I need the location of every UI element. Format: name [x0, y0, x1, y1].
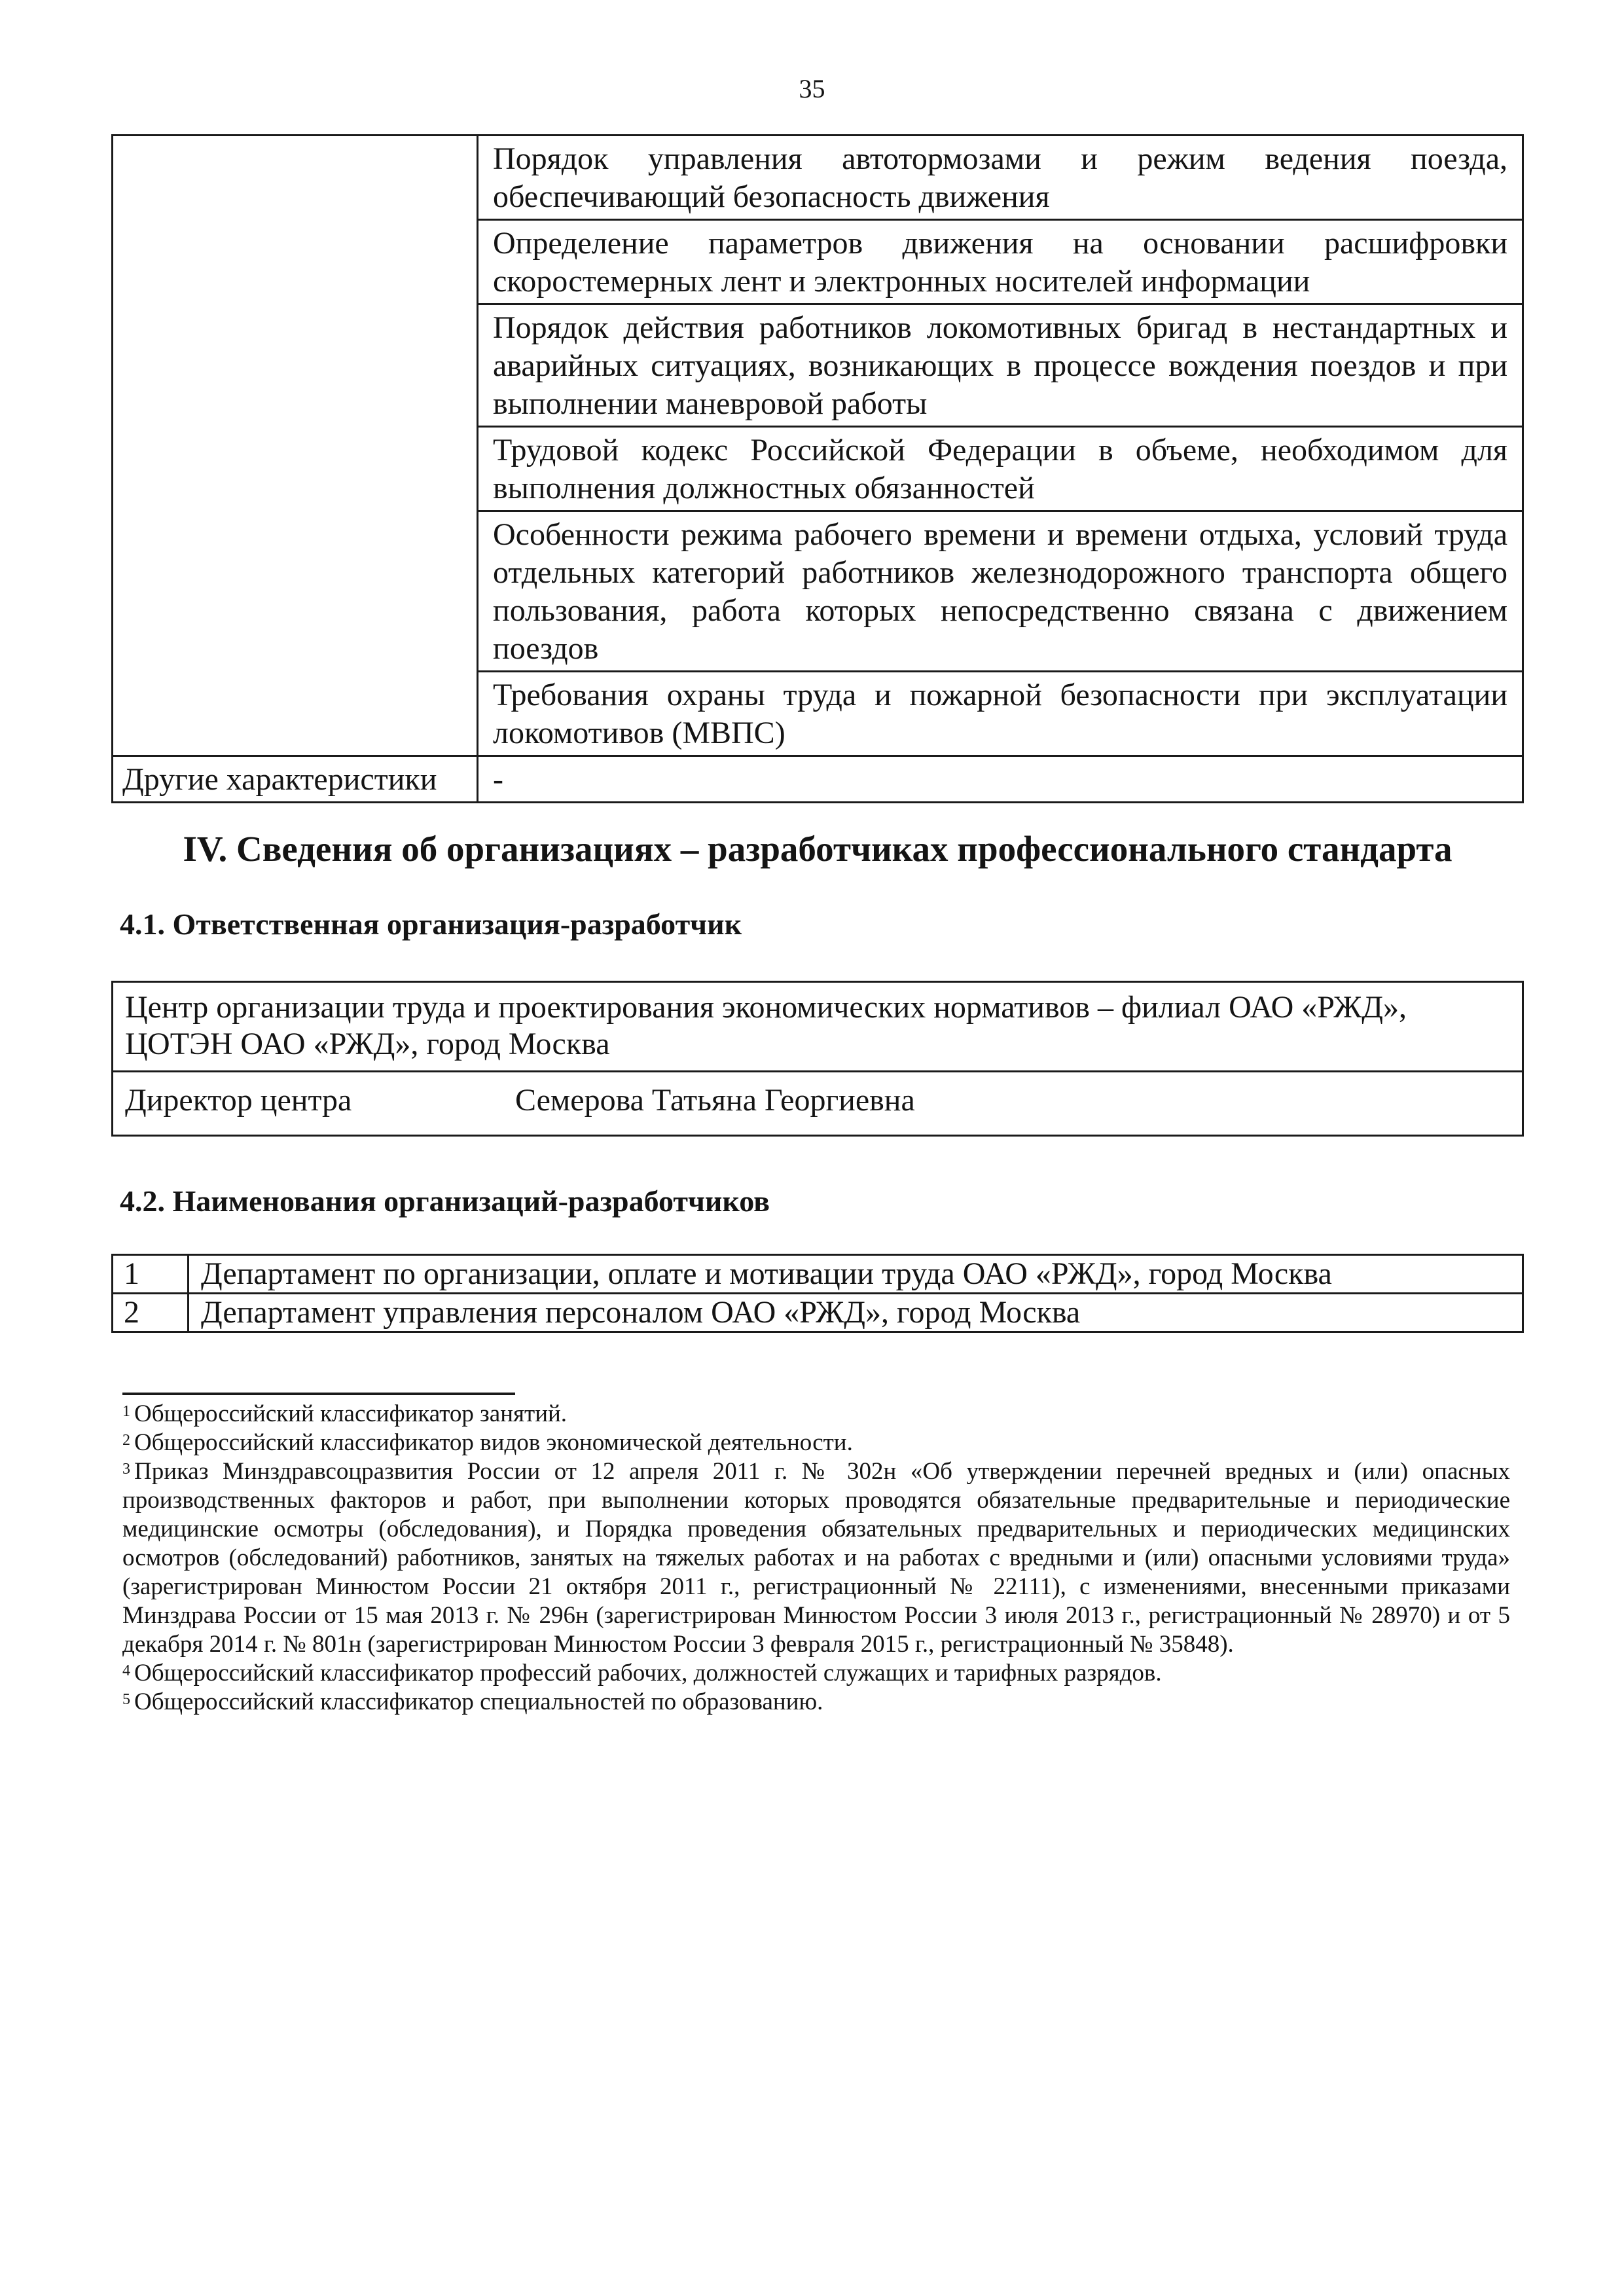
organization-name: Департамент по организации, оплате и мотивации труда ОАО «РЖД», город Москва — [189, 1255, 1523, 1294]
responsible-organization-box — [111, 981, 1524, 1137]
knowledge-item: Порядок управления автотормозами и режим ведения поезда, обеспечивающий безопасность движения — [478, 136, 1523, 220]
table-row — [113, 1294, 1523, 1332]
table-row — [113, 136, 1523, 220]
footnote — [122, 1400, 1510, 1429]
page-number: 35 — [799, 74, 825, 103]
footnote — [122, 1659, 1510, 1688]
footnote-text: Общероссийский классификатор специальностей по образованию. — [134, 1688, 823, 1715]
other-characteristics-label: Другие характеристики — [113, 756, 478, 803]
footnote-text: Общероссийский классификатор видов экономической деятельности. — [134, 1429, 853, 1456]
knowledge-item: Порядок действия работников локомотивных бригад в нестандартных и аварийных ситуациях, возникающих в процессе вождения поездов и при выполнении маневровой работы — [478, 304, 1523, 427]
footnote-marker: 3 — [122, 1461, 130, 1478]
section-iv-title: IV. Сведения об организациях – разработчиках профессионального стандарта — [183, 829, 1453, 869]
knowledge-item: Особенности режима рабочего времени и времени отдыха, условий труда отдельных категорий работников железнодорожного транспорта общего пользования, работа которых непосредственно связана с движением поездов — [478, 511, 1523, 672]
footnote-marker: 5 — [122, 1691, 130, 1708]
row-number: 1 — [113, 1255, 189, 1294]
footnotes — [122, 1400, 1510, 1717]
footnote-marker: 4 — [122, 1662, 130, 1679]
merged-empty-cell — [113, 136, 478, 756]
developers-table — [111, 1254, 1524, 1333]
footnote-separator — [122, 1393, 515, 1395]
table-row — [113, 1255, 1523, 1294]
organization-name: Центр организации труда и проектирования экономических нормативов – филиал ОАО «РЖД», ЦОТЭН ОАО «РЖД», город Москва — [125, 990, 1407, 1061]
section-4-1-title: 4.1. Ответственная организация-разработчик — [120, 907, 742, 941]
knowledge-item: Требования охраны труда и пожарной безопасности при эксплуатации локомотивов (МВПС) — [478, 672, 1523, 756]
footnote-marker: 2 — [122, 1432, 130, 1449]
knowledge-item: Трудовой кодекс Российской Федерации в объеме, необходимом для выполнения должностных обязанностей — [478, 427, 1523, 511]
other-characteristics-value: - — [478, 756, 1523, 803]
director-role: Директор центра — [125, 1083, 352, 1118]
footnote — [122, 1457, 1510, 1659]
footnote-marker: 1 — [122, 1403, 130, 1420]
knowledge-item: Определение параметров движения на основании расшифровки скоростемерных лент и электронных носителей информации — [478, 220, 1523, 304]
knowledge-table — [111, 134, 1524, 803]
divider — [113, 1070, 1522, 1072]
director-name: Семерова Татьяна Георгиевна — [515, 1083, 915, 1118]
footnote — [122, 1688, 1510, 1717]
table-row — [113, 756, 1523, 803]
section-4-2-title: 4.2. Наименования организаций-разработчиков — [120, 1184, 770, 1218]
organization-name: Департамент управления персоналом ОАО «РЖД», город Москва — [189, 1294, 1523, 1332]
footnote-text: Общероссийский классификатор занятий. — [134, 1400, 568, 1427]
footnote-text: Общероссийский классификатор профессий рабочих, должностей служащих и тарифных разрядов. — [134, 1660, 1162, 1686]
footnote-text: Приказ Минздравсоцразвития России от 12 апреля 2011 г. № 302н «Об утверждении перечней вредных и (или) опасных производственных факторов и работ, при выполнении которых проводятся обязательные предварительные и периодические медицинские осмотры (обследования), и Порядка проведения обязательных предварительных и периодических медицинских осмотров (обследований) работников, занятых на тяжелых работах и на работах с вредными и (или) опасными условиями труда» (зарегистрирован Минюстом России 21 октября 2011 г., регистрационный № 22111), с изменениями, внесенными приказами Минздрава России от 15 мая 2013 г. № 296н (зарегистрирован Минюстом России 3 июля 2013 г., регистрационный № 28970) и от 5 декабря 2014 г. № 801н (зарегистрирован Минюстом России 3 февраля 2015 г., регистрационный № 35848). — [122, 1458, 1510, 1658]
row-number: 2 — [113, 1294, 189, 1332]
footnote — [122, 1429, 1510, 1457]
